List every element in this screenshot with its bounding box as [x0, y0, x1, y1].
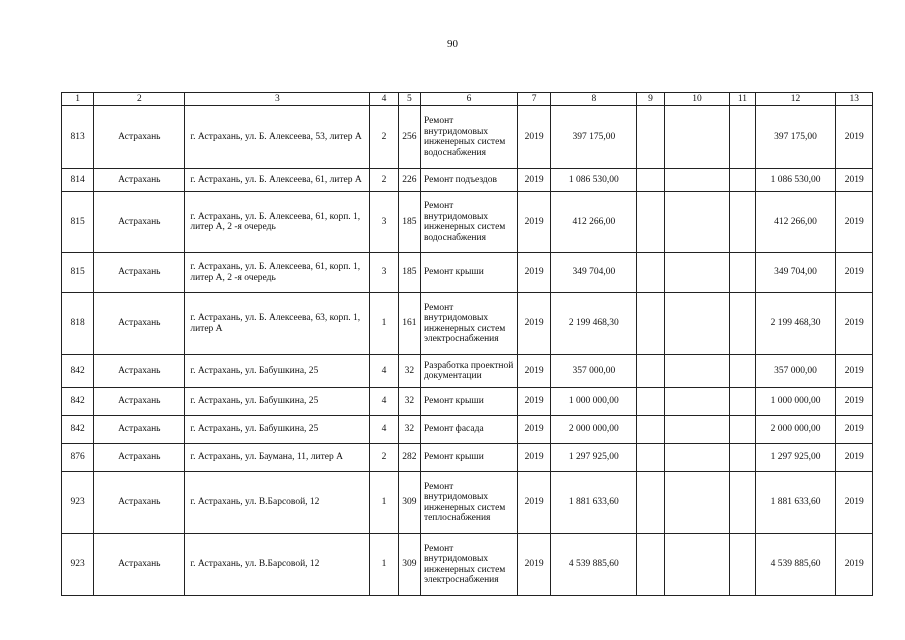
cost-cell: 1 881 633,60 — [551, 472, 637, 534]
address-cell: г. Астрахань, ул. Бабушкина, 25 — [185, 388, 370, 416]
year-cell: 2019 — [518, 192, 551, 253]
row-number-cell: 842 — [62, 416, 94, 444]
column-header: 4 — [370, 93, 398, 106]
col-11-cell — [730, 293, 755, 355]
address-cell: г. Астрахань, ул. Б. Алексеева, 63, корп. 1, литер А — [185, 293, 370, 355]
col-9-cell — [637, 534, 664, 596]
col-9-cell — [637, 253, 664, 293]
col-9-cell — [637, 388, 664, 416]
city-cell: Астрахань — [94, 253, 185, 293]
table-row — [62, 192, 873, 253]
city-cell: Астрахань — [94, 169, 185, 192]
work-type-cell: Ремонт внутридомовых инженерных систем водоснабжения — [420, 106, 517, 169]
col-10-cell — [664, 253, 730, 293]
work-type-cell: Ремонт крыши — [420, 253, 517, 293]
col-11-cell — [730, 444, 755, 472]
row-number-cell: 814 — [62, 169, 94, 192]
total-cost-cell: 412 266,00 — [755, 192, 836, 253]
col-11-cell — [730, 192, 755, 253]
col-10-cell — [664, 444, 730, 472]
entrance-count-cell: 2 — [370, 169, 398, 192]
cost-cell: 357 000,00 — [551, 355, 637, 388]
total-cost-cell: 2 000 000,00 — [755, 416, 836, 444]
table-row — [62, 416, 873, 444]
completion-year-cell: 2019 — [836, 253, 873, 293]
table-row — [62, 169, 873, 192]
total-cost-cell: 1 297 925,00 — [755, 444, 836, 472]
col-10-cell — [664, 388, 730, 416]
address-cell: г. Астрахань, ул. В.Барсовой, 12 — [185, 472, 370, 534]
entrance-count-cell: 1 — [370, 472, 398, 534]
entrance-count-cell: 1 — [370, 293, 398, 355]
apartment-count-cell: 282 — [398, 444, 420, 472]
address-cell: г. Астрахань, ул. Б. Алексеева, 61, корп. 1, литер А, 2 -я очередь — [185, 253, 370, 293]
city-cell: Астрахань — [94, 416, 185, 444]
entrance-count-cell: 3 — [370, 192, 398, 253]
completion-year-cell: 2019 — [836, 293, 873, 355]
table-row — [62, 444, 873, 472]
year-cell: 2019 — [518, 388, 551, 416]
col-10-cell — [664, 534, 730, 596]
work-type-cell: Разработка проектной документации — [420, 355, 517, 388]
completion-year-cell: 2019 — [836, 169, 873, 192]
column-header: 2 — [94, 93, 185, 106]
city-cell: Астрахань — [94, 355, 185, 388]
city-cell: Астрахань — [94, 534, 185, 596]
row-number-cell: 842 — [62, 355, 94, 388]
apartment-count-cell: 185 — [398, 192, 420, 253]
col-9-cell — [637, 293, 664, 355]
capital-repair-table — [61, 92, 873, 596]
column-header: 13 — [836, 93, 873, 106]
total-cost-cell: 1 000 000,00 — [755, 388, 836, 416]
work-type-cell: Ремонт крыши — [420, 444, 517, 472]
col-9-cell — [637, 416, 664, 444]
total-cost-cell: 2 199 468,30 — [755, 293, 836, 355]
completion-year-cell: 2019 — [836, 472, 873, 534]
column-header: 6 — [420, 93, 517, 106]
table-row — [62, 106, 873, 169]
city-cell: Астрахань — [94, 106, 185, 169]
apartment-count-cell: 185 — [398, 253, 420, 293]
address-cell: г. Астрахань, ул. Бабушкина, 25 — [185, 355, 370, 388]
row-number-cell: 842 — [62, 388, 94, 416]
apartment-count-cell: 226 — [398, 169, 420, 192]
col-10-cell — [664, 355, 730, 388]
apartment-count-cell: 256 — [398, 106, 420, 169]
apartment-count-cell: 161 — [398, 293, 420, 355]
col-9-cell — [637, 106, 664, 169]
col-9-cell — [637, 472, 664, 534]
cost-cell: 397 175,00 — [551, 106, 637, 169]
row-number-cell: 923 — [62, 534, 94, 596]
column-header: 1 — [62, 93, 94, 106]
address-cell: г. Астрахань, ул. Б. Алексеева, 61, корп. 1, литер А, 2 -я очередь — [185, 192, 370, 253]
year-cell: 2019 — [518, 253, 551, 293]
col-11-cell — [730, 416, 755, 444]
city-cell: Астрахань — [94, 293, 185, 355]
column-header: 12 — [755, 93, 836, 106]
col-11-cell — [730, 388, 755, 416]
total-cost-cell: 4 539 885,60 — [755, 534, 836, 596]
total-cost-cell: 397 175,00 — [755, 106, 836, 169]
table-row — [62, 472, 873, 534]
table-row — [62, 388, 873, 416]
header-row — [62, 93, 873, 106]
cost-cell: 1 000 000,00 — [551, 388, 637, 416]
completion-year-cell: 2019 — [836, 444, 873, 472]
table-row — [62, 253, 873, 293]
city-cell: Астрахань — [94, 444, 185, 472]
col-10-cell — [664, 293, 730, 355]
row-number-cell: 876 — [62, 444, 94, 472]
total-cost-cell: 1 086 530,00 — [755, 169, 836, 192]
col-11-cell — [730, 106, 755, 169]
apartment-count-cell: 32 — [398, 355, 420, 388]
city-cell: Астрахань — [94, 472, 185, 534]
col-11-cell — [730, 253, 755, 293]
completion-year-cell: 2019 — [836, 388, 873, 416]
entrance-count-cell: 4 — [370, 355, 398, 388]
work-type-cell: Ремонт внутридомовых инженерных систем теплоснабжения — [420, 472, 517, 534]
row-number-cell: 815 — [62, 253, 94, 293]
col-11-cell — [730, 472, 755, 534]
address-cell: г. Астрахань, ул. Бабушкина, 25 — [185, 416, 370, 444]
col-11-cell — [730, 169, 755, 192]
row-number-cell: 923 — [62, 472, 94, 534]
year-cell: 2019 — [518, 355, 551, 388]
col-9-cell — [637, 169, 664, 192]
row-number-cell: 815 — [62, 192, 94, 253]
entrance-count-cell: 4 — [370, 416, 398, 444]
work-type-cell: Ремонт фасада — [420, 416, 517, 444]
year-cell: 2019 — [518, 169, 551, 192]
entrance-count-cell: 2 — [370, 444, 398, 472]
page-number: 90 — [447, 38, 458, 50]
address-cell: г. Астрахань, ул. Б. Алексеева, 53, литер А — [185, 106, 370, 169]
work-type-cell: Ремонт внутридомовых инженерных систем электроснабжения — [420, 534, 517, 596]
city-cell: Астрахань — [94, 192, 185, 253]
col-11-cell — [730, 534, 755, 596]
city-cell: Астрахань — [94, 388, 185, 416]
column-header: 8 — [551, 93, 637, 106]
completion-year-cell: 2019 — [836, 192, 873, 253]
apartment-count-cell: 32 — [398, 416, 420, 444]
year-cell: 2019 — [518, 293, 551, 355]
year-cell: 2019 — [518, 444, 551, 472]
completion-year-cell: 2019 — [836, 355, 873, 388]
cost-cell: 1 297 925,00 — [551, 444, 637, 472]
address-cell: г. Астрахань, ул. Б. Алексеева, 61, литер А — [185, 169, 370, 192]
cost-cell: 412 266,00 — [551, 192, 637, 253]
col-10-cell — [664, 169, 730, 192]
column-header: 5 — [398, 93, 420, 106]
entrance-count-cell: 2 — [370, 106, 398, 169]
address-cell: г. Астрахань, ул. В.Барсовой, 12 — [185, 534, 370, 596]
column-header: 10 — [664, 93, 730, 106]
address-cell: г. Астрахань, ул. Баумана, 11, литер А — [185, 444, 370, 472]
column-header: 11 — [730, 93, 755, 106]
entrance-count-cell: 1 — [370, 534, 398, 596]
column-header: 9 — [637, 93, 664, 106]
entrance-count-cell: 3 — [370, 253, 398, 293]
completion-year-cell: 2019 — [836, 106, 873, 169]
column-header: 3 — [185, 93, 370, 106]
work-type-cell: Ремонт крыши — [420, 388, 517, 416]
apartment-count-cell: 32 — [398, 388, 420, 416]
table-row — [62, 355, 873, 388]
work-type-cell: Ремонт внутридомовых инженерных систем электроснабжения — [420, 293, 517, 355]
col-9-cell — [637, 444, 664, 472]
col-10-cell — [664, 106, 730, 169]
cost-cell: 4 539 885,60 — [551, 534, 637, 596]
completion-year-cell: 2019 — [836, 416, 873, 444]
total-cost-cell: 357 000,00 — [755, 355, 836, 388]
work-type-cell: Ремонт внутридомовых инженерных систем водоснабжения — [420, 192, 517, 253]
year-cell: 2019 — [518, 472, 551, 534]
total-cost-cell: 1 881 633,60 — [755, 472, 836, 534]
apartment-count-cell: 309 — [398, 472, 420, 534]
table-row — [62, 293, 873, 355]
row-number-cell: 813 — [62, 106, 94, 169]
col-9-cell — [637, 355, 664, 388]
row-number-cell: 818 — [62, 293, 94, 355]
col-10-cell — [664, 192, 730, 253]
column-header: 7 — [518, 93, 551, 106]
completion-year-cell: 2019 — [836, 534, 873, 596]
work-type-cell: Ремонт подъездов — [420, 169, 517, 192]
col-10-cell — [664, 472, 730, 534]
year-cell: 2019 — [518, 416, 551, 444]
year-cell: 2019 — [518, 534, 551, 596]
cost-cell: 349 704,00 — [551, 253, 637, 293]
year-cell: 2019 — [518, 106, 551, 169]
col-10-cell — [664, 416, 730, 444]
col-9-cell — [637, 192, 664, 253]
apartment-count-cell: 309 — [398, 534, 420, 596]
total-cost-cell: 349 704,00 — [755, 253, 836, 293]
col-11-cell — [730, 355, 755, 388]
cost-cell: 1 086 530,00 — [551, 169, 637, 192]
table-row — [62, 534, 873, 596]
cost-cell: 2 000 000,00 — [551, 416, 637, 444]
entrance-count-cell: 4 — [370, 388, 398, 416]
cost-cell: 2 199 468,30 — [551, 293, 637, 355]
